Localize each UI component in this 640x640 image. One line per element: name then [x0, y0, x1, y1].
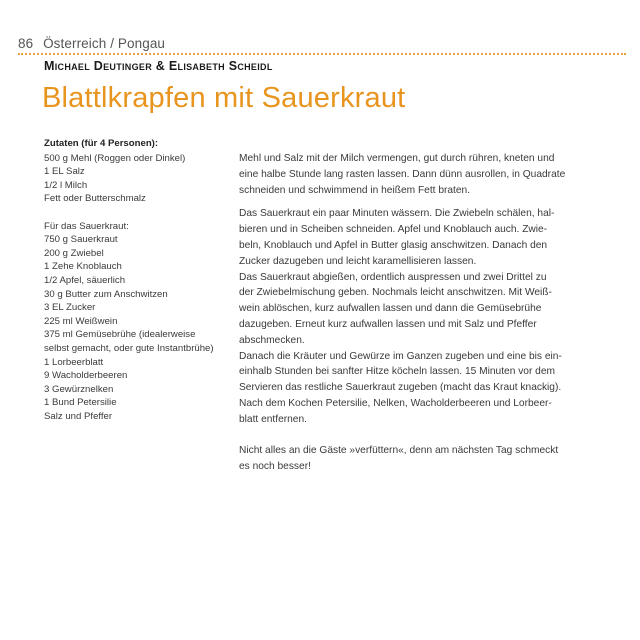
ingredient-item: 1/2 Apfel, säuerlich: [44, 274, 126, 286]
text-line: es noch besser!: [239, 461, 311, 473]
text-line: blatt entfernen.: [239, 413, 307, 425]
ingredient-item: 225 ml Weißwein: [44, 315, 118, 327]
section-title: Österreich / Pongau: [43, 36, 166, 51]
text-line: Nach dem Kochen Petersilie, Nelken, Wacholderbeeren und Lorbeer-: [239, 397, 552, 409]
text-line: eine halbe Stunde lang rasten lassen. Dann dünn ausrollen, in Quadrate: [239, 168, 566, 180]
ingredient-subheading: Für das Sauerkraut:: [44, 220, 129, 232]
ingredient-item: 1 Bund Petersilie: [44, 397, 117, 409]
text-line: wein ablöschen, kurz aufwallen lassen und dann die Gemüsebrühe: [239, 303, 542, 315]
text-line: der Zwiebelmischung geben. Nochmals leicht anschwitzen. Mit Weiß-: [239, 287, 552, 299]
authors: Michael Deutinger & Elisabeth Scheidl: [44, 59, 273, 73]
instructions: [239, 151, 599, 475]
text-line: Mehl und Salz mit der Milch vermengen, gut durch rühren, kneten und: [239, 153, 555, 164]
text-line: Danach die Kräuter und Gewürze im Ganzen zugeben und eine bis ein-: [239, 350, 562, 362]
running-header: [18, 36, 165, 51]
page-number: 86: [18, 36, 34, 51]
ingredient-item: selbst gemacht, oder gute Instantbrühe): [44, 342, 214, 354]
ingredients-group-sauerkraut: [44, 220, 234, 424]
instructions-paragraph-3: [239, 443, 599, 475]
text-line: dazugeben. Erneut kurz aufwallen lassen und mit Salz und Pfeffer: [239, 318, 537, 330]
text-line: einhalb Stunden bei sanfter Hitze köcheln lassen. 15 Minuten vor dem: [239, 366, 556, 378]
ingredient-item: 1 Lorbeerblatt: [44, 356, 104, 368]
text-line: beln, Knoblauch und Apfel in Butter glasig anschwitzen. Danach den: [239, 239, 548, 251]
ingredient-item: 375 ml Gemüsebrühe (idealerweise: [44, 329, 196, 341]
ingredient-item: 30 g Butter zum Anschwitzen: [44, 288, 168, 300]
text-line: Das Sauerkraut ein paar Minuten wässern. Die Zwiebeln schälen, hal-: [239, 208, 555, 220]
text-line: Das Sauerkraut abgießen, ordentlich auspressen und zwei Drittel zu: [239, 271, 547, 283]
ingredient-item: 500 g Mehl (Roggen oder Dinkel): [44, 152, 186, 164]
ingredient-item: 1 EL Salz: [44, 166, 85, 178]
ingredient-item: 200 g Zwiebel: [44, 247, 104, 259]
ingredient-item: 9 Wacholderbeeren: [44, 370, 128, 382]
ingredients-group-dough: [44, 152, 234, 206]
ingredients-heading: Zutaten (für 4 Personen):: [44, 138, 159, 149]
text-line: Nicht alles an die Gäste »verfüttern«, denn am nächsten Tag schmeckt: [239, 445, 559, 457]
text-line: Zucker dazugeben und leicht karamellisieren lassen.: [239, 255, 477, 267]
header-divider: [18, 53, 626, 55]
ingredient-item: 750 g Sauerkraut: [44, 234, 118, 246]
text-line: Servieren das restliche Sauerkraut zugeben (macht das Kraut knackig).: [239, 382, 562, 394]
text-line: abschmecken.: [239, 334, 305, 346]
text-line: bieren und in Scheiben schneiden. Apfel und Knoblauch auch. Zwie-: [239, 224, 548, 236]
ingredient-item: 3 EL Zucker: [44, 302, 96, 314]
instructions-paragraph-2: [239, 206, 599, 427]
recipe-title: Blattlkrapfen mit Sauerkraut: [42, 82, 406, 114]
ingredient-item: Fett oder Butterschmalz: [44, 193, 146, 205]
instructions-paragraph-1: [239, 151, 599, 198]
ingredient-item: 1/2 l Milch: [44, 179, 88, 191]
ingredient-item: 3 Gewürznelken: [44, 383, 114, 395]
ingredient-item: Salz und Pfeffer: [44, 410, 113, 422]
ingredient-item: 1 Zehe Knoblauch: [44, 261, 122, 273]
text-line: schneiden und schwimmend in heißem Fett braten.: [239, 184, 471, 196]
ingredients-list: [44, 137, 234, 423]
